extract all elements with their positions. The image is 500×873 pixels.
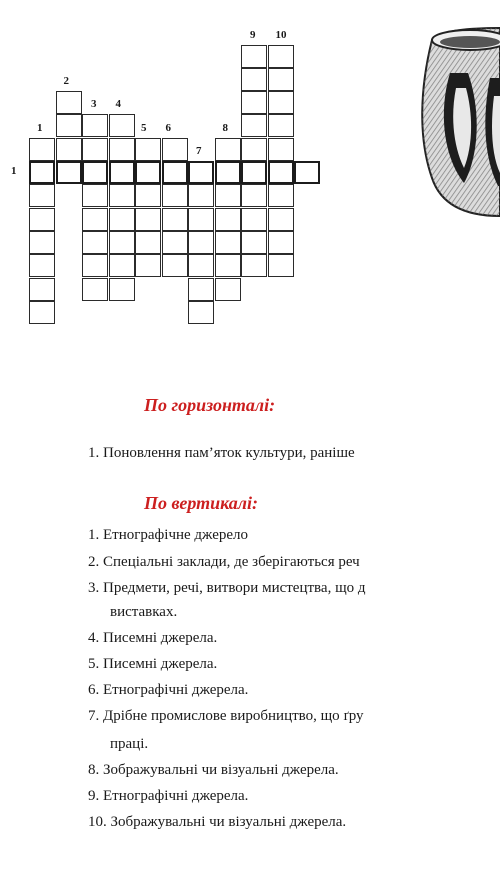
crossword-cell <box>188 231 214 254</box>
crossword-cell <box>268 138 294 161</box>
column-number-label: 7 <box>196 145 202 157</box>
crossword-cell <box>82 278 108 301</box>
crossword-cell <box>162 138 188 161</box>
crossword-cell <box>29 184 55 207</box>
down-clue: 6. Етнографічні джерела. <box>88 682 249 698</box>
crossword-cell <box>241 68 267 91</box>
crossword-cell <box>109 254 135 277</box>
crossword-cell <box>82 254 108 277</box>
crossword-cell-across <box>241 161 267 184</box>
crossword-cell <box>188 254 214 277</box>
crossword-cell <box>82 231 108 254</box>
crossword-cell <box>109 138 135 161</box>
crossword-cell <box>241 91 267 114</box>
crossword-cell <box>135 138 161 161</box>
crossword-cell <box>268 68 294 91</box>
down-clue: 7. Дрібне промислове виробництво, що ґру <box>88 708 364 724</box>
crossword-cell <box>82 114 108 137</box>
crossword-cell <box>109 208 135 231</box>
down-clue-continuation: виставках. <box>110 604 178 620</box>
crossword-cell <box>109 231 135 254</box>
crossword-cell <box>241 254 267 277</box>
clay-vase-icon <box>410 18 500 218</box>
crossword-cell <box>82 208 108 231</box>
crossword-cell-across <box>29 161 55 184</box>
crossword-cell <box>29 208 55 231</box>
down-clue: 5. Писемні джерела. <box>88 656 218 672</box>
column-number-label: 1 <box>37 121 43 134</box>
crossword-cell <box>135 231 161 254</box>
crossword-cell <box>29 254 55 277</box>
crossword-cell <box>241 45 267 68</box>
down-clue: 8. Зображувальні чи візуальні джерела. <box>88 762 339 778</box>
crossword-cell <box>188 208 214 231</box>
crossword-cell <box>29 301 55 324</box>
across-clue: 1. Поновлення пам’яток культури, раніше <box>88 445 355 461</box>
crossword-cell-across <box>268 161 294 184</box>
crossword-cell <box>135 184 161 207</box>
crossword-cell-across <box>162 161 188 184</box>
column-number-label: 4 <box>115 98 121 111</box>
crossword-grid <box>0 0 340 340</box>
crossword-cell-across <box>109 161 135 184</box>
crossword-cell <box>268 114 294 137</box>
crossword-cell <box>56 114 82 137</box>
column-number-label: 6 <box>165 121 171 134</box>
down-clue: 1. Етнографічне джерело <box>88 527 249 543</box>
crossword-cell <box>109 278 135 301</box>
crossword-cell <box>162 231 188 254</box>
crossword-cell <box>268 208 294 231</box>
crossword-cell <box>215 278 241 301</box>
crossword-cell-across <box>82 161 108 184</box>
crossword-cell-across <box>188 161 214 184</box>
down-heading: По вертикалі: <box>144 493 258 513</box>
column-number-label: 5 <box>141 121 147 134</box>
crossword-cell <box>162 254 188 277</box>
crossword-cell-across <box>135 161 161 184</box>
crossword-cell <box>241 208 267 231</box>
crossword-cell <box>268 254 294 277</box>
across-heading: По горизонталі: <box>144 395 276 415</box>
crossword-cell <box>268 231 294 254</box>
column-number-label: 2 <box>63 75 69 88</box>
crossword-cell <box>241 138 267 161</box>
column-number-label: 8 <box>222 121 228 134</box>
crossword-cell <box>215 231 241 254</box>
crossword-cell <box>29 231 55 254</box>
crossword-cell <box>268 45 294 68</box>
down-clue: 3. Предмети, речі, витвори мистецтва, що д <box>88 580 366 596</box>
crossword-cell <box>135 254 161 277</box>
crossword-cell <box>188 278 214 301</box>
crossword-cell <box>241 184 267 207</box>
crossword-cell <box>162 208 188 231</box>
crossword-cell <box>109 114 135 137</box>
crossword-cell <box>268 184 294 207</box>
down-clue: 9. Етнографічні джерела. <box>88 788 249 804</box>
crossword-cell <box>241 114 267 137</box>
crossword-cell <box>188 301 214 324</box>
down-clue: 10. Зображувальні чи візуальні джерела. <box>88 814 347 830</box>
column-number-label: 10 <box>275 28 287 41</box>
down-clue-continuation: праці. <box>110 736 149 752</box>
crossword-cell <box>56 138 82 161</box>
crossword-cell-across <box>56 161 82 184</box>
column-number-label: 3 <box>91 98 97 111</box>
down-clue: 4. Писемні джерела. <box>88 630 218 646</box>
crossword-cell <box>109 184 135 207</box>
crossword-cell <box>56 91 82 114</box>
crossword-cell <box>268 91 294 114</box>
crossword-cell <box>29 278 55 301</box>
crossword-cell <box>215 138 241 161</box>
crossword-cell <box>82 138 108 161</box>
row-number-label: 1 <box>11 165 17 177</box>
crossword-cell <box>241 231 267 254</box>
crossword-cell-across <box>215 161 241 184</box>
crossword-cell <box>215 208 241 231</box>
crossword-cell <box>135 208 161 231</box>
crossword-cell <box>82 184 108 207</box>
column-number-label: 9 <box>250 28 256 41</box>
crossword-cell <box>215 254 241 277</box>
crossword-cell <box>162 184 188 207</box>
crossword-cell-across <box>294 161 320 184</box>
crossword-cell <box>215 184 241 207</box>
crossword-cell <box>29 138 55 161</box>
down-clue: 2. Спеціальні заклади, де зберігаються реч <box>88 554 360 570</box>
crossword-cell <box>188 184 214 207</box>
